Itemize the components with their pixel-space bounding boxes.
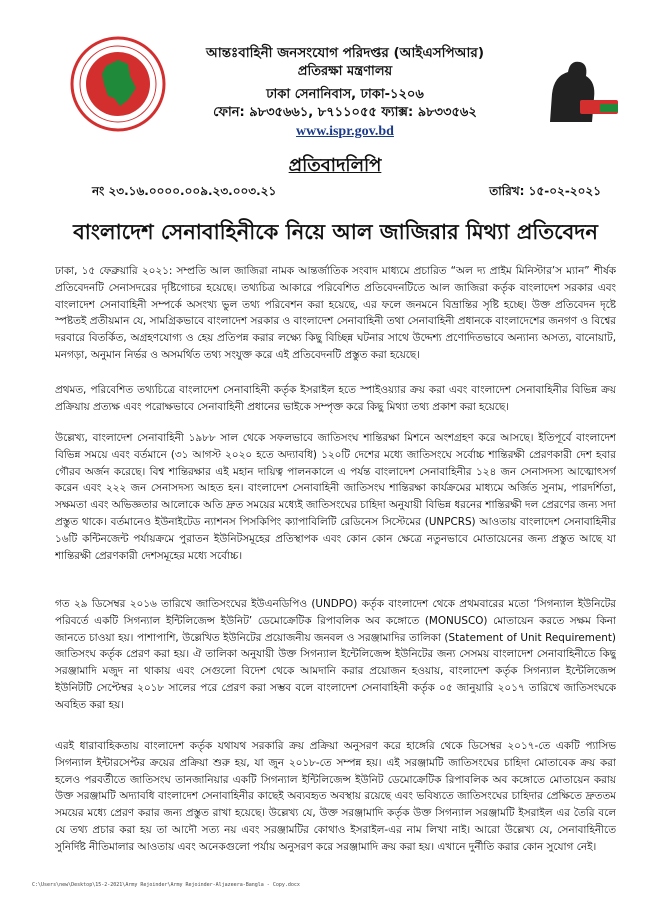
ministry-name: প্রতিরক্ষা মন্ত্রণালয় <box>297 64 393 79</box>
reference-number: নং ২৩.১৬.০০০০.০০৯.২৩.০০৩.২১ <box>92 184 277 198</box>
paragraph-3: উল্লেখ্য, বাংলাদেশ সেনাবাহিনী ১৯৮৮ সাল থেকে সফলভাবে জাতিসংঘ শান্তিরক্ষা মিশনে অংশগ্রহণ করে আসছে। ইতিপূর্বে বাংলাদেশ বিভিন্ন সময়ে এবং বর্তমানে (৩১ আগস্ট ২০২০ হতে অদ্যাবধি) ১২০টি দেশের মধ্যে জাতিসংঘে সর্বোচ্চ শান্তিরক্ষী প্রেরণকারী দেশ হবার গৌরব অর্জন করেছে। বিশ্ব শান্তিরক্ষার এই মহান দায়িত্ব পালনকালে এ পর্যন্ত বাংলাদেশ সেনাবাহিনীর ১২৪ জন সেনাসদস্য আত্মোৎসর্গ করেন এবং ২২২ জন সেনাসদস্য আহত হন। বাংলাদেশ সেনাবাহিনী জাতিসংঘ শান্তিরক্ষা কার্যক্রমের মাধ্যমে অর্জিত সুনাম, পারদর্শিতা, সক্ষমতা এবং অভিজ্ঞতার আলোকে অতি দ্রুত সময়ের মধ্যেই জাতিসংঘের চাহিদা অনুযায়ী বিভিন্ন ধরনের শান্তিরক্ষী দল প্রেরণের জন্য সদা প্রস্তুত থাকে। বর্তমানেও ইউনাইটেড ন্যাশনস পিসকিপিং ক্যাপাবিলিটি রেডিনেস সিস্টেমের (UNPCRS) আওতায় বাংলাদেশ সেনাবাহিনীর ১৬টি কন্টিনজেন্ট পর্যায়ক্রমে পুরাতন ইউনিটসমূহের প্রতিস্থাপক এবং কোন কোন ক্ষেত্রে নতুনভাবে মোতায়েনের জন্য প্রস্তুত আছে যা শান্তিরক্ষী প্রেরণকারী দেশসমূহের মধ্যে সর্বোচ্চ। <box>55 432 616 562</box>
org-name: আন্তঃবাহিনী জনসংযোগ পরিদপ্তর (আইএসপিআর) <box>205 45 485 61</box>
government-emblem-icon <box>70 36 166 132</box>
website-link[interactable]: www.ispr.gov.bd <box>296 124 394 139</box>
paragraph-5: এরই ধারাবাহিকতায় বাংলাদেশ কর্তৃক যথাযথ সরকারি ক্রয় প্রক্রিয়া অনুসরণ করে হাঙ্গেরি থেকে ডিসেম্বর ২০১৭-তে একটি প্যাসিভ সিগন্যাল ইন্টারসেপ্টর ক্রয়ের প্রক্রিয়া শুরু হয়, যা জুন ২০১৮-তে সম্পন্ন হয়। এই সরঞ্জামটি জাতিসংঘের চাহিদা মোতাবেক ক্রয় করা হলেও পরবর্তীতে জাতিসংঘ তানজানিয়ার একটি সিগন্যাল ইন্টিলিজেন্স ইউনিট ডেমোক্রেটিক রিপাবলিক অব কঙ্গোতে মোতায়েন করায় উক্ত সরঞ্জামটি অদ্যাবধি বাংলাদেশ সেনাবাহিনীর কাছেই অব্যবহৃত অবস্থায় রয়েছে এবং ভবিষ্যতে জাতিসংঘের চাহিদার প্রেক্ষিতে দ্রুততম সময়ের মধ্যে প্রেরণ করার জন্য প্রস্তুত রাখা হয়েছে। উল্লেখ্য যে, উক্ত সরঞ্জামাদি কর্তৃক উক্ত সিগন্যাল সরঞ্জামটি ইসরাইল এর তৈরি বলে যে তথ্য প্রচার করা হয় তা আদৌ সত্য নয় এবং সরঞ্জামটির কোথাও ইসরাইল-এর নাম লিখা নাই। আরো উল্লেখ্য যে, সেনাবাহিনীতে সুনির্দিষ্ট নীতিমালার আওতায় এবং অনেকগুলো পর্যায় অনুসরণ করে সরঞ্জামাদি ক্রয় করা হয়। এখানে দুর্নীতি করার কোন সুযোগ নেই। <box>55 740 616 853</box>
file-path-footer: C:\Users\new\Desktop\15-2-2021\Army Rejoinder\Army Rejoinder-Aljazeera-Bangla - Copy.docx <box>32 882 300 888</box>
paragraph-2: প্রথমত, পরিবেশিত তথ্যচিত্রে বাংলাদেশ সেনাবাহিনী কর্তৃক ইসরাইল হতে স্পাইওয়্যার ক্রয় করা এবং বাংলাদেশ সেনাবাহিনীর বিভিন্ন ক্রয় প্রক্রিয়ায় প্রত্যক্ষ এবং পরোক্ষভাবে সেনাবাহিনী প্রধানের ভাইকে সম্পৃক্ত করে কিছু মিথ্যা তথ্য প্রকাশ করা হয়েছে। <box>55 384 616 413</box>
document-type: প্রতিবাদলিপি <box>288 155 382 176</box>
contact-numbers: ফোন: ৯৮৩৫৬৬১, ৮৭১১০৫৫ ফ্যাক্স: ৯৮৩৩৫৬২ <box>213 105 477 120</box>
mujib-centenary-logo-icon <box>540 54 622 124</box>
document-date: তারিখ: ১৫-০২-২০২১ <box>489 184 601 198</box>
address: ঢাকা সেনানিবাস, ঢাকা-১২০৬ <box>266 87 424 102</box>
paragraph-4: গত ২৯ ডিসেম্বর ২০১৬ তারিখে জাতিসংঘের ইউএনডিপিও (UNDPO) কর্তৃক বাংলাদেশ থেকে প্রথমবারের মতো ‘সিগন্যাল ইউনিটের পরিবর্তে একটি সিগন্যাল ইন্টিলিজেন্স ইউনিট’ ডেমোক্রেটিক রিপাবলিক অব কঙ্গোতে (MONUSCO) মোতায়েন করতে সক্ষম কিনা জানতে চাওয়া হয়। পাশাপাশি, উল্লেখিত ইউনিটের প্রয়োজনীয় জনবল ও সরঞ্জামাদির তালিকা (Statement of Unit Requirement) জাতিসংঘ কর্তৃক প্রেরণ করা হয়। ঐ তালিকা অনুযায়ী উক্ত সিগন্যাল ইন্টেলিজেন্স ইউনিটের জন্য সেসময় বাংলাদেশ সেনাবাহিনীতে কিছু সরঞ্জামাদি মজুদ না থাকায় এবং সেগুলো বিদেশ থেকে আমদানি করার প্রয়োজন হওয়ায়, বাংলাদেশ কর্তৃক সিগন্যাল ইন্টেলিজেন্স ইউনিটটি সেপ্টেম্বর ২০১৮ সালের পরে প্রেরণ করা সম্ভব বলে বাংলাদেশ সেনাবাহিনী কর্তৃক ০৫ জানুয়ারি ২০১৭ তারিখে জাতিসংঘকে অবহিত করা হয়। <box>55 598 616 711</box>
paragraph-1: ঢাকা, ১৫ ফেব্রুয়ারি ২০২১: সম্প্রতি আল জাজিরা নামক আন্তর্জাতিক সংবাদ মাধ্যমে প্রচারিত “অল দ্য প্রাইম মিনিস্টার’স ম্যান” শীর্ষক প্রতিবেদনটি সেনাসদরের দৃষ্টিগোচর হয়েছে। তথ্যচিত্র আকারে পরিবেশিত প্রতিবেদনটিতে আল জাজিরা কর্তৃক বাংলাদেশ সরকার এবং বাংলাদেশ সেনাবাহিনী সম্পর্কে অসংখ্য ভুল তথ্য পরিবেশন করা হয়েছে, এর ফলে জনমনে বিভ্রান্তির সৃষ্টি হচ্ছে। উক্ত প্রতিবেদন দৃষ্টে স্পষ্টতই প্রতীয়মান যে, সামগ্রিকভাবে বাংলাদেশ সরকার ও বাংলাদেশ সেনাবাহিনী তথা সেনাবাহিনী প্রধানকে বাংলাদেশের জনগণ ও বিশ্বের দরবারে বিতর্কিত, অগ্রহণযোগ্য ও হেয় প্রতিপন্ন করার লক্ষ্যে কিছু বিচ্ছিন্ন ঘটনার সাথে উদ্দেশ্য প্রণোদিতভাবে অন্যান্য অসত্য, বানোয়াট, মনগড়া, অনুমান নির্ভর ও অসমর্থিত তথ্য সংযুক্ত করে এই প্রতিবেদনটি প্রস্তুত করা হয়েছে। <box>55 265 616 361</box>
headline: বাংলাদেশ সেনাবাহিনীকে নিয়ে আল জাজিরার মিথ্যা প্রতিবেদন <box>73 220 598 244</box>
